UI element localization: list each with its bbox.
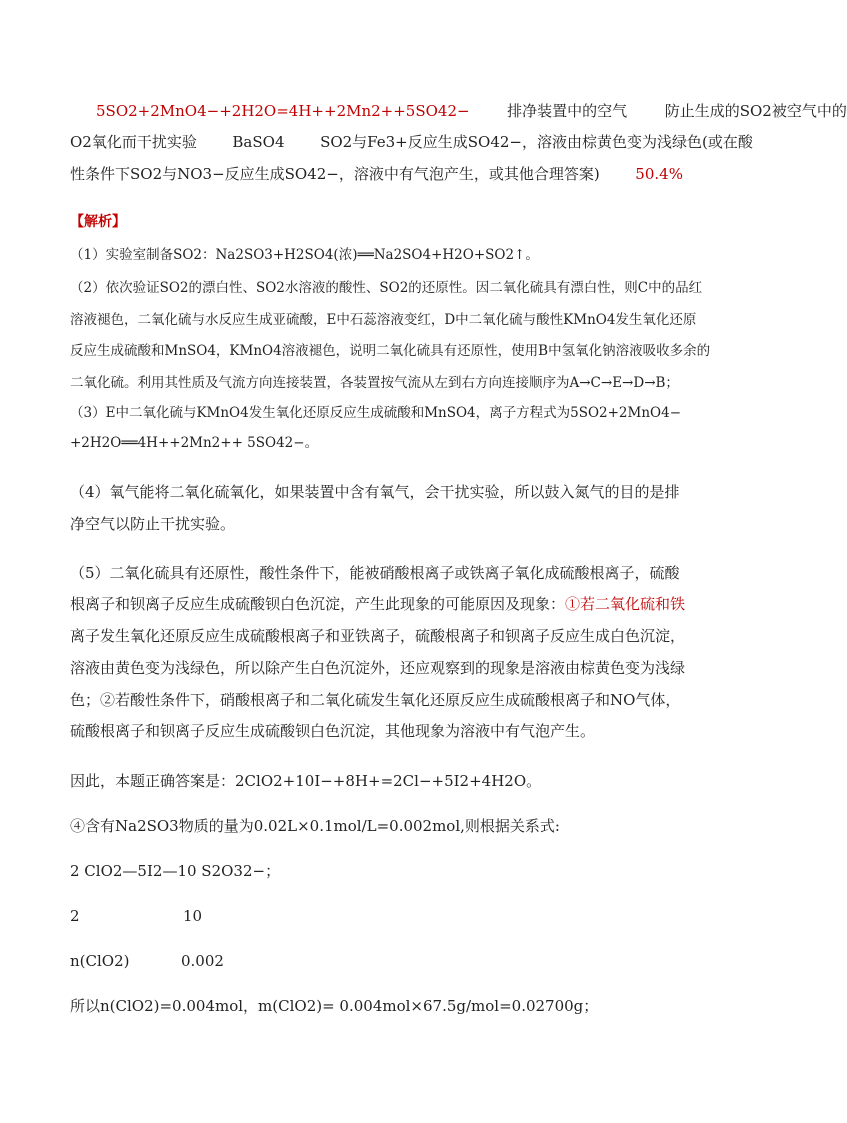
analysis-p5-2 (70, 593, 685, 615)
analysis-p9b: 10 (183, 907, 203, 925)
analysis-p2-2: 溶液褪色，二氧化硫与水反应生成亚硫酸，E中石蕊溶液变红，D中二氧化硫与酸性KMnO4发生氧化还原 (70, 312, 697, 328)
analysis-p5-4: 溶液由黄色变为浅绿色，所以除产生白色沉淀外，还应观察到的现象是溶液由棕黄色变为浅绿 (70, 659, 686, 677)
purge-answer: 排净装置中的空气 (507, 102, 628, 120)
ionic-equation: 5SO2+2MnO4−+2H2O=4H++2Mn2++5SO42− (96, 102, 470, 120)
analysis-p10b: 0.002 (181, 952, 224, 970)
analysis-p5-5: 色；②若酸性条件下，硝酸根离子和二氧化硫发生氧化还原反应生成硫酸根离子和NO气体， (70, 691, 681, 709)
analysis-p9a: 2 (70, 907, 80, 925)
analysis-p7: ④含有Na2SO3物质的量为0.02L×0.1mol/L=0.002mol,则根据关系式: (70, 817, 560, 835)
analysis-p5-3: 离子发生氧化还原反应生成硫酸根离子和亚铁离子，硫酸根离子和钡离子反应生成白色沉淀， (70, 627, 686, 645)
precipitate-answer: BaSO4 (232, 133, 285, 151)
reason-answer-b: 性条件下SO2与NO3−反应生成SO42−，溶液中有气泡产生，或其他合理答案) (70, 165, 600, 183)
analysis-p5-6: 硫酸根离子和钡离子反应生成硫酸钡白色沉淀，其他现象为溶液中有气泡产生。 (70, 722, 596, 740)
purpose-answer-b: O2氧化而干扰实验 (70, 133, 197, 151)
analysis-p11: 所以n(ClO2)=0.004mol，m(ClO2)= 0.004mol×67.5g/mol=0.02700g； (70, 997, 599, 1015)
analysis-p4-1: （4）氧气能将二氧化硫氧化，如果装置中含有氧气，会干扰实验，所以鼓入氮气的目的是排 (70, 483, 680, 501)
analysis-p3-1: （3）E中二氧化硫与KMnO4发生氧化还原反应生成硫酸和MnSO4，离子方程式为5SO2+2MnO4− (70, 405, 682, 421)
answer-line-3 (70, 163, 683, 185)
analysis-p6: 因此，本题正确答案是：2ClO2+10I−+8H+=2Cl−+5I2+4H2O。 (70, 772, 542, 790)
analysis-p10a: n(ClO2) (70, 952, 130, 970)
analysis-p2-4: 二氧化硫。利用其性质及气流方向连接装置，各装置按气流从左到右方向连接顺序为A→C→E→D→B； (70, 375, 679, 391)
answer-line-2 (70, 131, 753, 153)
analysis-p5-2-highlight: ①若二氧化硫和铁 (565, 595, 686, 613)
purpose-answer-a: 防止生成的SO2被空气中的 (664, 102, 847, 120)
answer-line-1 (96, 100, 847, 122)
reason-answer-a: SO2与Fe3+反应生成SO42−，溶液由棕黄色变为浅绿色(或在酸 (320, 133, 753, 151)
analysis-p2-3: 反应生成硫酸和MnSO4，KMnO4溶液褪色，说明二氧化硫具有还原性，使用B中氢氧化钠溶液吸收多余的 (70, 343, 711, 359)
analysis-p8: 2 ClO2—5I2—10 S2O32−； (70, 862, 281, 880)
percent-answer: 50.4% (635, 165, 683, 183)
analysis-p2-1: （2）依次验证SO2的漂白性、SO2水溶液的酸性、SO2的还原性。因二氧化硫具有漂白性，则C中的品红 (70, 280, 703, 296)
analysis-heading: 【解析】 (70, 214, 126, 230)
analysis-p5-1: （5）二氧化硫具有还原性，酸性条件下，能被硝酸根离子或铁离子氧化成硫酸根离子，硫酸 (70, 564, 680, 582)
analysis-p5-2-text: 根离子和钡离子反应生成硫酸钡白色沉淀，产生此现象的可能原因及现象： (70, 595, 566, 613)
analysis-p4-2: 净空气以防止干扰实验。 (70, 515, 236, 533)
analysis-p3-2: +2H2O══4H++2Mn2++ 5SO42−。 (70, 435, 319, 451)
analysis-p1: （1）实验室制备SO2：Na2SO3+H2SO4(浓)══Na2SO4+H2O+SO2↑。 (70, 247, 539, 263)
